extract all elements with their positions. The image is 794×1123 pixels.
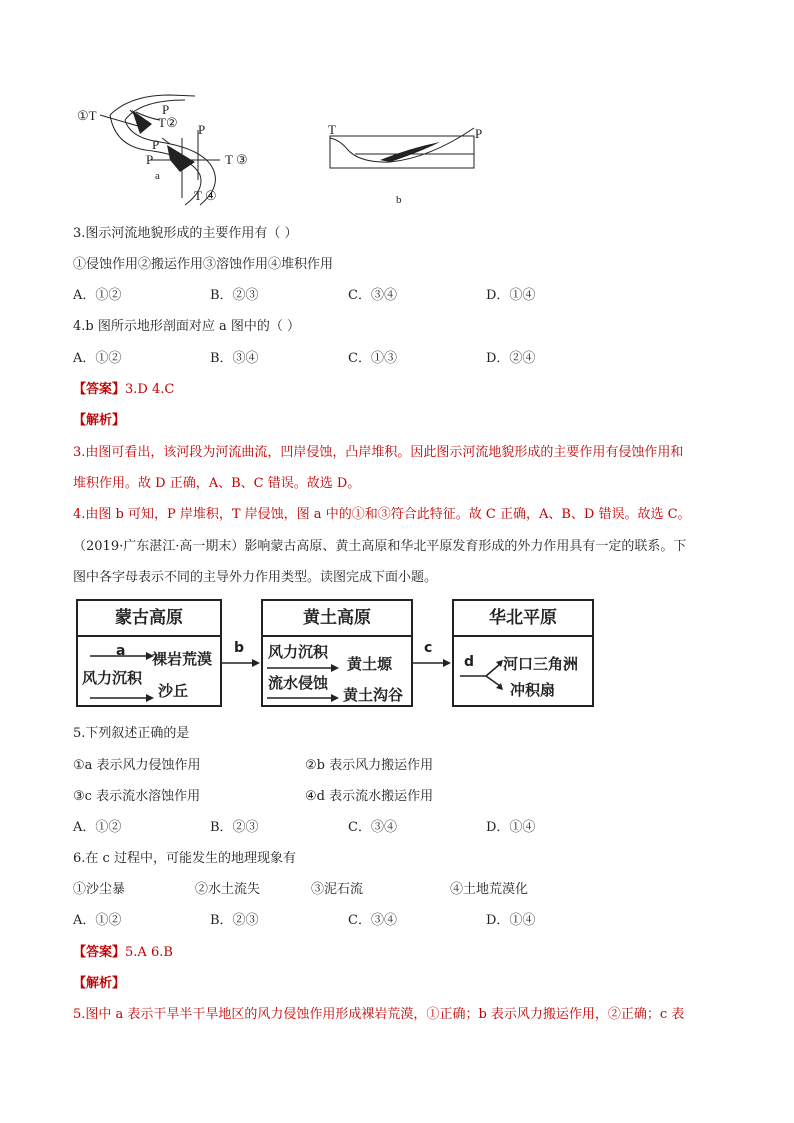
fig-a-t1: ①T	[77, 108, 97, 123]
exp1-seg-a: 4.由图 b 可知，P 岸堆积，T 岸侵蚀，图 a 中的	[73, 507, 352, 522]
q3-stem: 3.图示河流地貌形成的主要作用有（ ）	[73, 226, 298, 241]
q5-item-4: ④d 表示流水搬运作用	[305, 789, 434, 804]
exp2-seg-d: ②	[607, 1007, 621, 1022]
exp2-seg-c: 正确；b 表示风力搬运作用，	[439, 1007, 608, 1022]
q5-option-d[interactable]: D．①④	[486, 820, 536, 835]
flow-box-1-title: 蒙古高原	[78, 601, 220, 637]
q6-option-a[interactable]: A．①②	[73, 913, 122, 928]
q4-option-c[interactable]: C．①③	[348, 351, 397, 366]
fig-a-t3: T ③	[225, 152, 248, 167]
q3-items: ①侵蚀作用②搬运作用③溶蚀作用④堆积作用	[73, 257, 334, 272]
q5-item-1: ①a 表示风力侵蚀作用	[73, 758, 201, 773]
figure-b	[320, 118, 500, 210]
explanation-1-line-2: 堆积作用。故 D 正确，A、B、C 错误。故选 D。	[73, 476, 361, 491]
figure-a	[70, 90, 270, 215]
answer-2	[73, 944, 173, 962]
fig-b-t: T	[328, 122, 336, 137]
exp1-seg-d: ③	[377, 507, 391, 522]
q3-option-d[interactable]: D．①④	[486, 288, 536, 303]
q4-stem: 4.b 图所示地形剖面对应 a 图中的（ ）	[73, 319, 301, 334]
fig-b-p: P	[475, 126, 483, 141]
q6-item-2: ②水土流失	[195, 882, 261, 897]
q5-option-c[interactable]: C．③④	[348, 820, 397, 835]
flow-box-1-t1: 裸岩荒漠	[152, 650, 213, 668]
answer-2-text: 5.A 6.B	[125, 945, 173, 960]
q6-option-d[interactable]: D．①④	[486, 913, 536, 928]
flow-box-3-t2: 冲积扇	[510, 681, 556, 699]
flow-c-label: c	[424, 640, 433, 656]
q6-option-b[interactable]: B．②③	[210, 913, 259, 928]
exp2-seg-e: 正确；c 表	[620, 1007, 685, 1022]
intro-line-1: （2019·广东湛江·高一期末）影响蒙古高原、黄土高原和华北平原发育形成的外力作用具有一定的联系。下	[73, 539, 687, 554]
fig-a-p-mid: P	[198, 122, 206, 137]
answer-2-label: 【答案】	[73, 945, 126, 960]
fig-a-p-left: P	[152, 137, 160, 152]
fig-a-t4: T ④	[194, 188, 217, 203]
explanation-2-line-1	[73, 1006, 684, 1024]
q5-option-b[interactable]: B．②③	[210, 820, 259, 835]
flow-arrow-c	[413, 655, 453, 671]
flow-box-2-t1: 黄土塬	[347, 655, 393, 673]
flow-arrow-b	[222, 655, 262, 671]
q5-item-2: ②b 表示风力搬运作用	[305, 758, 434, 773]
exp1-seg-e: 符合此特征。故 C 正确，A、B、D 错误。故选 C。	[390, 507, 691, 522]
q3-option-c[interactable]: C．③④	[348, 288, 397, 303]
exp2-seg-b: ①	[426, 1007, 440, 1022]
q6-option-c[interactable]: C．③④	[348, 913, 397, 928]
fig-a-p-top: P	[162, 102, 170, 117]
profile-sketch	[320, 118, 500, 178]
q6-item-4: ④土地荒漠化	[450, 882, 529, 897]
flow-a-label: a	[116, 643, 126, 659]
q5-option-a[interactable]: A．①②	[73, 820, 122, 835]
q6-stem: 6.在 c 过程中，可能发生的地理现象有	[73, 851, 296, 866]
fig-b-label: b	[396, 194, 402, 206]
flow-box-3-title: 华北平原	[454, 601, 592, 637]
q4-option-a[interactable]: A．①②	[73, 351, 122, 366]
exp1-seg-b: ①	[351, 507, 365, 522]
q5-stem: 5.下列叙述正确的是	[73, 726, 190, 741]
flow-box-2-l2: 流水侵蚀	[268, 674, 329, 692]
fig-a-p-lower: P	[146, 152, 154, 167]
flow-box-2-title: 黄土高原	[263, 601, 411, 637]
q4-option-b[interactable]: B．③④	[210, 351, 259, 366]
explanation-2-label: 【解析】	[73, 976, 126, 991]
q5-item-3: ③c 表示流水溶蚀作用	[73, 789, 201, 804]
explanation-1-line-3	[73, 506, 691, 524]
flow-box-2-t2: 黄土沟谷	[343, 686, 404, 704]
q6-item-1: ①沙尘暴	[73, 882, 126, 897]
fig-a-label: a	[155, 170, 160, 182]
q3-option-a[interactable]: A．①②	[73, 288, 122, 303]
answer-1-text: 3.D 4.C	[125, 382, 175, 397]
answer-1-label: 【答案】	[73, 382, 126, 397]
flow-box-2-l1: 风力沉积	[268, 643, 329, 661]
explanation-1-line-1: 3.由图可看出，该河段为河流曲流，凹岸侵蚀，凸岸堆积。因此图示河流地貌形成的主要作用有侵蚀作用和	[73, 445, 684, 460]
flow-d-label: d	[464, 654, 475, 670]
explanation-1-label: 【解析】	[73, 413, 126, 428]
q4-option-d[interactable]: D．②④	[486, 351, 536, 366]
q6-item-3: ③泥石流	[311, 882, 364, 897]
answer-1	[73, 381, 174, 399]
fig-a-t2: T②	[158, 115, 178, 130]
q3-option-b[interactable]: B．②③	[210, 288, 259, 303]
exp2-seg-a: 5.图中 a 表示干旱半干旱地区的风力侵蚀作用形成裸岩荒漠，	[73, 1007, 427, 1022]
flow-box-3-t1: 河口三角洲	[503, 655, 579, 673]
intro-line-2: 图中各字母表示不同的主导外力作用类型。读图完成下面小题。	[73, 570, 438, 585]
flow-box-1-t2: 沙丘	[158, 682, 189, 700]
flow-b-label: b	[234, 640, 245, 656]
flow-box-1-left: 风力沉积	[82, 669, 143, 687]
exp1-seg-c: 和	[364, 507, 378, 522]
